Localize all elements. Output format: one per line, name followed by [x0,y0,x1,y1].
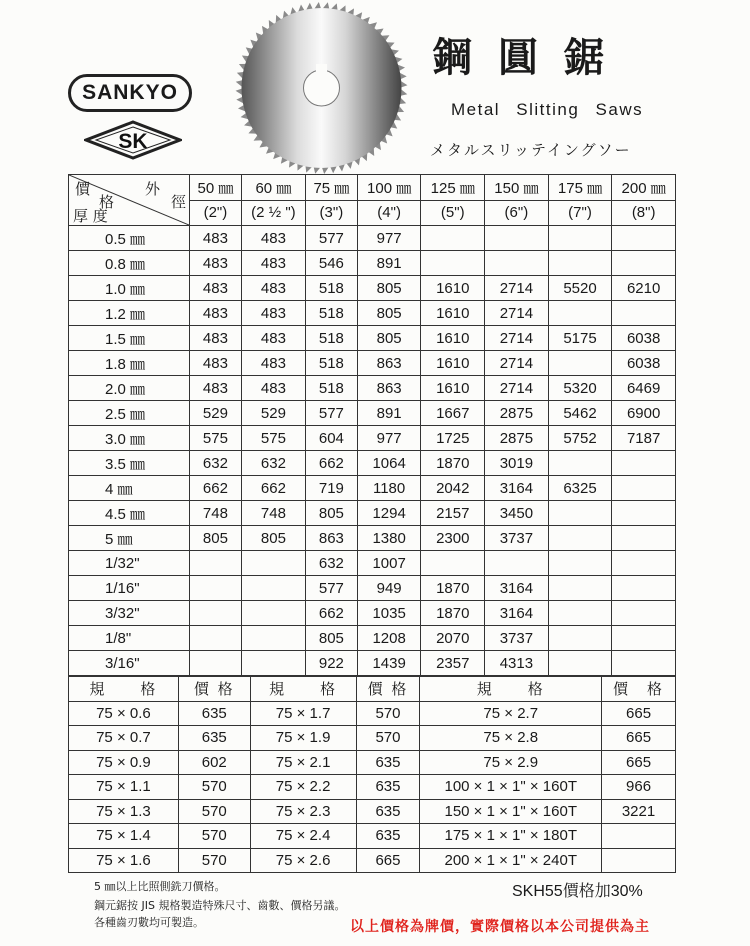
price-cell [548,351,612,376]
price-cell: 805 [357,276,421,301]
price-cell: 483 [241,276,305,301]
price-cell: 483 [241,351,305,376]
price-cell: 483 [241,326,305,351]
price-cell: 1610 [421,326,485,351]
price-cell: 518 [305,326,357,351]
price-cell: 5462 [548,401,612,426]
sk-logo [84,120,182,160]
price-cell [241,551,305,576]
thickness-cell: 3/32" [69,601,190,626]
price-cell: 602 [178,750,250,775]
price-cell: 570 [178,775,250,800]
price-cell [602,824,676,849]
thickness-cell: 0.5 ㎜ [69,226,190,251]
price-cell [612,651,676,676]
note-line: 鋼元鋸按 JIS 規格製造特殊尺寸、齒數、價格另議。 [94,899,346,912]
price-cell: 922 [305,651,357,676]
diameter-inch: (6") [485,200,549,226]
table-row [69,476,676,501]
diameter-inch: (2") [190,200,242,226]
table-row [69,799,676,824]
spec-header-row [69,677,676,702]
thickness-cell: 5 ㎜ [69,526,190,551]
diameter-inch: (5") [421,200,485,226]
saw-blade-image [234,2,409,174]
price-cell [612,476,676,501]
corner-header [69,175,190,226]
spec-cell: 75 × 0.6 [69,701,179,726]
price-notice: 以上價格為牌價，實際價格以本公司提供為主 [350,919,650,935]
price-cell: 966 [602,775,676,800]
price-cell: 748 [190,501,242,526]
price-cell: 483 [190,251,242,276]
price-cell: 483 [241,376,305,401]
price-cell: 1035 [357,601,421,626]
price-cell: 632 [241,451,305,476]
price-cell: 529 [241,401,305,426]
price-cell: 665 [356,848,420,873]
price-cell: 977 [357,226,421,251]
price-cell: 3450 [485,501,549,526]
corner-format: 格 [99,193,115,211]
price-cell: 518 [305,351,357,376]
spec-price-table [68,676,676,873]
price-cell: 570 [178,848,250,873]
diameter-mm: 100 ㎜ [357,175,421,201]
spec-cell: 200 × 1 × 1" × 240T [420,848,602,873]
table-row [69,726,676,751]
price-cell: 662 [190,476,242,501]
price-cell: 863 [357,351,421,376]
price-cell: 483 [190,276,242,301]
price-cell: 3164 [485,601,549,626]
table-row [69,376,676,401]
price-cell [548,576,612,601]
thickness-cell: 2.5 ㎜ [69,401,190,426]
price-header: 價 格 [602,677,676,702]
brand-name: SANKYO [82,81,178,104]
price-cell: 632 [190,451,242,476]
diameter-mm: 125 ㎜ [421,175,485,201]
spec-header: 規 格 [250,677,356,702]
price-cell [241,626,305,651]
spec-header: 規 格 [69,677,179,702]
price-cell: 635 [178,726,250,751]
table-row [69,551,676,576]
diameter-inch: (8") [612,200,676,226]
price-cell: 6210 [612,276,676,301]
table-row [69,301,676,326]
price-cell: 575 [190,426,242,451]
price-cell: 719 [305,476,357,501]
price-cell [548,501,612,526]
thickness-cell: 1.0 ㎜ [69,276,190,301]
price-cell [190,551,242,576]
price-cell: 483 [241,226,305,251]
price-cell: 570 [356,726,420,751]
price-cell: 4313 [485,651,549,676]
price-cell [612,526,676,551]
price-cell: 577 [305,401,357,426]
diameter-mm: 75 ㎜ [305,175,357,201]
price-cell [190,601,242,626]
price-cell: 805 [305,626,357,651]
price-cell: 1870 [421,576,485,601]
price-cell [548,651,612,676]
thickness-cell: 1.8 ㎜ [69,351,190,376]
price-cell: 1870 [421,451,485,476]
sankyo-logo [68,74,192,112]
price-cell: 2714 [485,376,549,401]
price-cell: 570 [356,701,420,726]
spec-cell: 75 × 1.1 [69,775,179,800]
corner-diameter: 徑 [171,193,187,211]
thickness-cell: 1.2 ㎜ [69,301,190,326]
price-cell: 1208 [357,626,421,651]
skh55-note: SKH55價格加30% [512,883,643,900]
price-cell [485,226,549,251]
thickness-cell: 0.8 ㎜ [69,251,190,276]
table-row [69,351,676,376]
table-row [69,775,676,800]
price-cell: 3164 [485,576,549,601]
price-cell [612,626,676,651]
price-cell: 2714 [485,276,549,301]
spec-cell: 75 × 2.1 [250,750,356,775]
price-cell: 529 [190,401,242,426]
price-cell: 1870 [421,601,485,626]
price-cell [612,301,676,326]
price-cell: 518 [305,276,357,301]
price-cell: 604 [305,426,357,451]
price-cell: 662 [305,601,357,626]
thickness-cell: 1/32" [69,551,190,576]
price-cell [485,251,549,276]
price-cell: 2714 [485,301,549,326]
price-cell [602,848,676,873]
price-cell: 5752 [548,426,612,451]
price-cell: 577 [305,226,357,251]
table-row [69,750,676,775]
price-cell: 546 [305,251,357,276]
price-cell: 665 [602,750,676,775]
spec-cell: 175 × 1 × 1" × 180T [420,824,602,849]
price-cell: 3737 [485,526,549,551]
price-cell [421,551,485,576]
spec-cell: 75 × 2.3 [250,799,356,824]
price-header: 價 格 [178,677,250,702]
price-cell: 2157 [421,501,485,526]
price-cell [612,601,676,626]
price-header: 價 格 [356,677,420,702]
title-english: Metal Slitting Saws [451,100,644,119]
spec-cell: 75 × 2.6 [250,848,356,873]
price-cell: 1610 [421,301,485,326]
price-cell: 665 [602,701,676,726]
price-cell: 635 [356,799,420,824]
price-cell [190,651,242,676]
spec-cell: 150 × 1 × 1" × 160T [420,799,602,824]
price-cell: 483 [190,301,242,326]
price-cell: 805 [241,526,305,551]
price-cell: 518 [305,376,357,401]
price-cell: 3737 [485,626,549,651]
price-cell: 805 [357,326,421,351]
table-row [69,526,676,551]
diameter-inch: (7") [548,200,612,226]
price-cell: 518 [305,301,357,326]
price-cell: 3221 [602,799,676,824]
thickness-cell: 3/16" [69,651,190,676]
price-cell: 635 [178,701,250,726]
table-row [69,824,676,849]
spec-cell: 75 × 2.7 [420,701,602,726]
price-cell: 1439 [357,651,421,676]
table-row [69,651,676,676]
spec-cell: 75 × 1.4 [69,824,179,849]
price-cell: 891 [357,251,421,276]
price-cell [241,651,305,676]
diameter-mm: 150 ㎜ [485,175,549,201]
price-cell: 483 [190,351,242,376]
spec-cell: 100 × 1 × 1" × 160T [420,775,602,800]
table-row [69,701,676,726]
price-cell: 483 [241,251,305,276]
price-cell: 2714 [485,326,549,351]
price-cell: 635 [356,750,420,775]
table-row [69,848,676,873]
spec-cell: 75 × 2.8 [420,726,602,751]
thickness-cell: 1/16" [69,576,190,601]
table-row [69,501,676,526]
table-row [69,626,676,651]
price-cell: 632 [305,551,357,576]
price-cell [548,551,612,576]
price-cell: 483 [190,376,242,401]
price-cell: 570 [178,824,250,849]
price-cell: 665 [602,726,676,751]
price-cell: 2357 [421,651,485,676]
table-row [69,251,676,276]
corner-thickness: 厚 度 [73,207,108,225]
price-cell [612,576,676,601]
price-cell [190,626,242,651]
title-katakana: メタルスリッテイングソー [430,141,632,159]
note-line: 各種齒刃數均可製造。 [94,916,204,929]
spec-cell: 75 × 1.3 [69,799,179,824]
thickness-cell: 4 ㎜ [69,476,190,501]
price-cell: 863 [357,376,421,401]
corner-outer: 外 [145,180,161,198]
price-cell: 635 [356,775,420,800]
price-cell: 805 [190,526,242,551]
thickness-cell: 3.5 ㎜ [69,451,190,476]
price-cell: 2875 [485,426,549,451]
price-cell: 3019 [485,451,549,476]
price-cell: 1294 [357,501,421,526]
sk-mark-text: SK [118,130,148,153]
price-cell [612,451,676,476]
price-cell [548,626,612,651]
price-cell: 6900 [612,401,676,426]
diameter-mm: 200 ㎜ [612,175,676,201]
price-cell: 1667 [421,401,485,426]
price-cell: 1380 [357,526,421,551]
spec-cell: 75 × 2.2 [250,775,356,800]
price-cell [612,501,676,526]
thickness-cell: 1.5 ㎜ [69,326,190,351]
price-cell: 748 [241,501,305,526]
title-cjk: 鋼圓鋸 [432,35,630,81]
spec-cell: 75 × 2.9 [420,750,602,775]
corner-price: 價 [75,180,91,198]
diameter-inch: (2 ½ ") [241,200,305,226]
price-cell [548,451,612,476]
price-cell: 7187 [612,426,676,451]
thickness-cell: 3.0 ㎜ [69,426,190,451]
price-cell: 1064 [357,451,421,476]
diameter-mm: 175 ㎜ [548,175,612,201]
table-row [69,226,676,251]
price-cell: 6469 [612,376,676,401]
diameter-mm: 60 ㎜ [241,175,305,201]
price-cell [612,551,676,576]
price-cell: 863 [305,526,357,551]
note-line: 5 ㎜以上比照側銑刀價格。 [94,880,226,893]
price-cell [548,251,612,276]
price-cell: 805 [305,501,357,526]
price-table [68,174,676,676]
spec-cell: 75 × 1.9 [250,726,356,751]
price-cell: 2714 [485,351,549,376]
price-cell: 977 [357,426,421,451]
price-cell: 1610 [421,376,485,401]
price-cell: 6038 [612,326,676,351]
price-cell: 2042 [421,476,485,501]
price-cell [548,526,612,551]
spec-header: 規 格 [420,677,602,702]
table-row [69,401,676,426]
diameter-inch: (4") [357,200,421,226]
price-cell: 577 [305,576,357,601]
price-cell [548,601,612,626]
price-cell: 2875 [485,401,549,426]
price-cell: 1610 [421,276,485,301]
price-cell: 3164 [485,476,549,501]
table-row [69,426,676,451]
price-cell: 6038 [612,351,676,376]
price-cell [190,576,242,601]
table-row [69,601,676,626]
price-cell: 662 [305,451,357,476]
price-cell: 1610 [421,351,485,376]
thickness-cell: 1/8" [69,626,190,651]
price-cell: 6325 [548,476,612,501]
price-cell [485,551,549,576]
price-cell: 5520 [548,276,612,301]
price-cell: 2070 [421,626,485,651]
spec-cell: 75 × 2.4 [250,824,356,849]
spec-cell: 75 × 0.7 [69,726,179,751]
price-cell [241,576,305,601]
price-cell: 1725 [421,426,485,451]
price-cell [612,226,676,251]
price-cell: 483 [190,326,242,351]
table-row [69,276,676,301]
price-cell: 949 [357,576,421,601]
spec-cell: 75 × 1.7 [250,701,356,726]
price-cell: 2300 [421,526,485,551]
price-cell [548,301,612,326]
price-cell [241,601,305,626]
table-row [69,576,676,601]
price-cell [548,226,612,251]
thickness-cell: 4.5 ㎜ [69,501,190,526]
price-cell: 805 [357,301,421,326]
price-cell [612,251,676,276]
price-cell [421,251,485,276]
price-cell: 662 [241,476,305,501]
spec-cell: 75 × 0.9 [69,750,179,775]
table-row [69,451,676,476]
price-cell: 5320 [548,376,612,401]
price-cell: 5175 [548,326,612,351]
spec-cell: 75 × 1.6 [69,848,179,873]
diameter-mm: 50 ㎜ [190,175,242,201]
price-cell: 891 [357,401,421,426]
table-row [69,326,676,351]
thickness-cell: 2.0 ㎜ [69,376,190,401]
price-cell: 575 [241,426,305,451]
price-cell: 483 [190,226,242,251]
diameter-inch: (3") [305,200,357,226]
price-cell: 570 [178,799,250,824]
price-cell: 1007 [357,551,421,576]
price-cell: 483 [241,301,305,326]
price-cell [421,226,485,251]
price-cell: 635 [356,824,420,849]
diameter-mm-row [69,175,676,201]
price-cell: 1180 [357,476,421,501]
